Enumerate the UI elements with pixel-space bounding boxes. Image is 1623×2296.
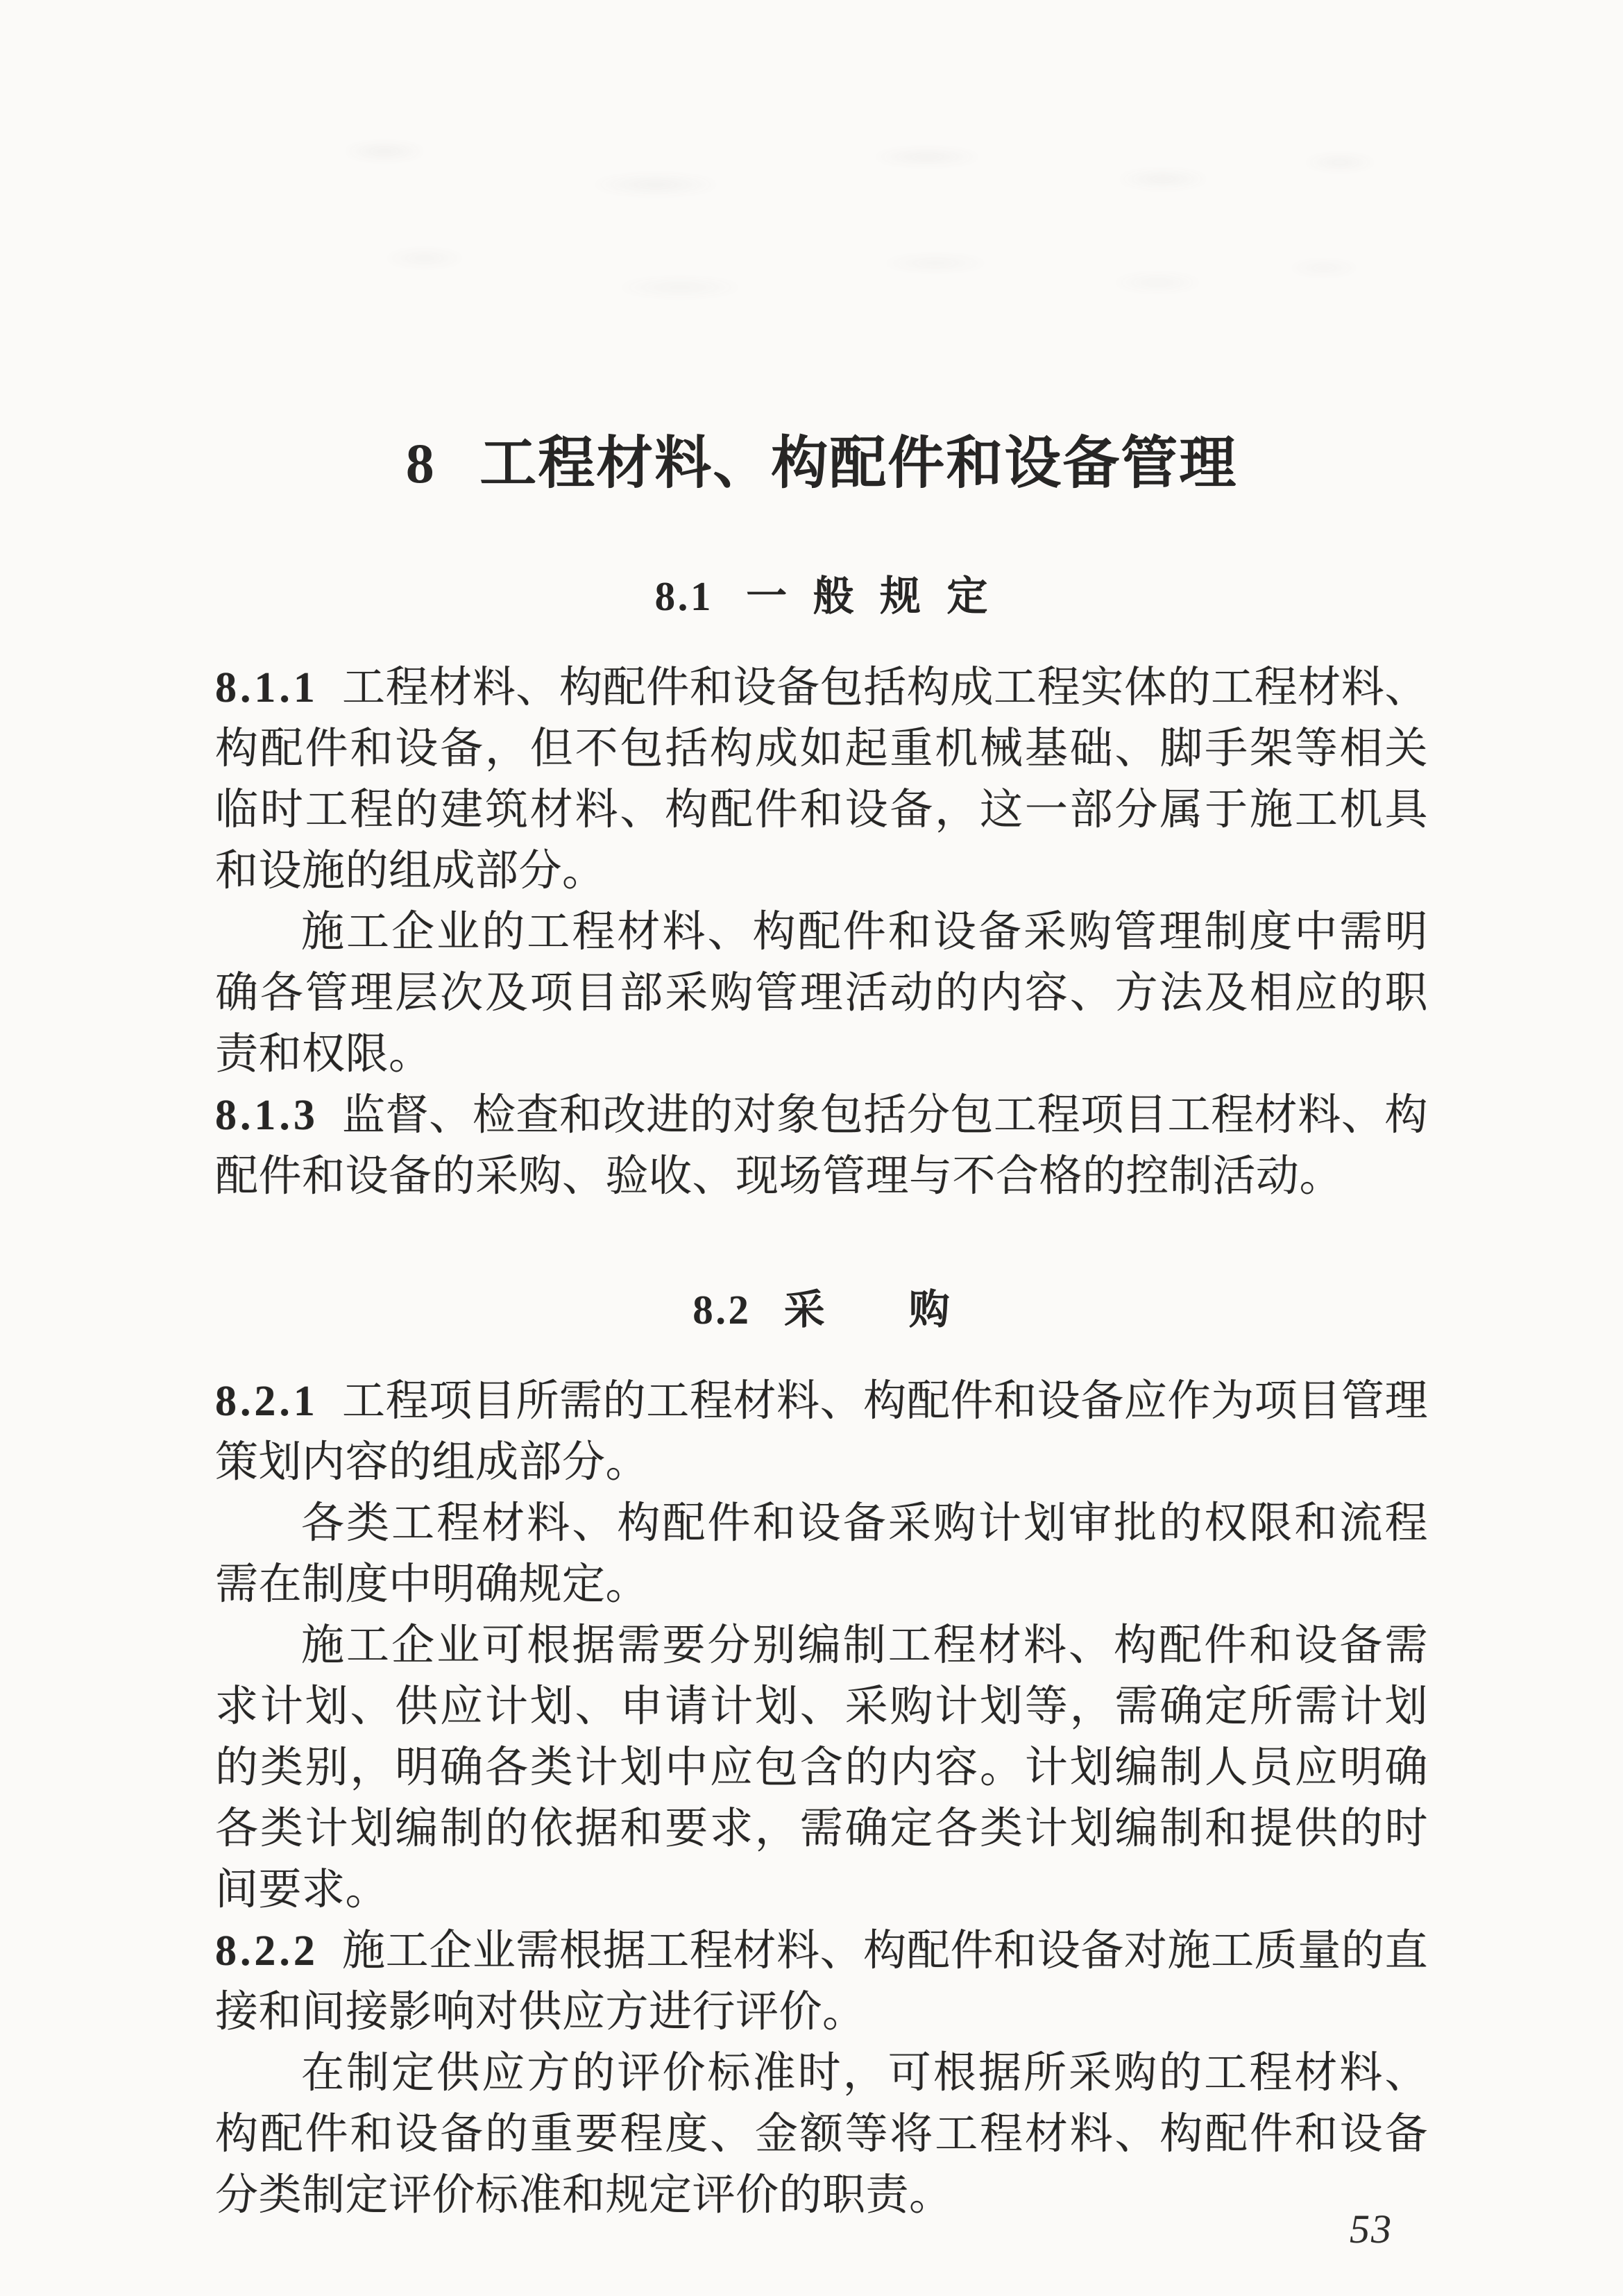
clause-number: 8.1.1: [215, 664, 318, 711]
paragraph-text: 施工企业可根据需要分别编制工程材料、构配件和设备需求计划、供应计划、申请计划、采购计划等，需确定所需计划的类别，明确各类计划中应包含的内容。计划编制人员应明确各类计划编制的依据和要求，需确定各类计划编制和提供的时间要求。: [215, 1622, 1428, 1914]
clause-paragraph: [215, 657, 1428, 902]
paragraph-text: 工程材料、构配件和设备包括构成工程实体的工程材料、构配件和设备，但不包括构成如起重机械基础、脚手架等相关临时工程的建筑材料、构配件和设备，这一部分属于施工机具和设施的组成部分。: [215, 664, 1428, 895]
section-heading: [215, 575, 1428, 617]
clause-number: 8.2.1: [215, 1378, 318, 1425]
section-title: 采 购: [783, 1287, 951, 1333]
paragraph-text: 监督、检查和改进的对象包括分包工程项目工程材料、构配件和设备的采购、验收、现场管理与不合格的控制活动。: [215, 1092, 1428, 1200]
paragraph-text: 工程项目所需的工程材料、构配件和设备应作为项目管理策划内容的组成部分。: [215, 1378, 1428, 1486]
section-number: 8.2: [692, 1287, 751, 1333]
clause-paragraph: [215, 1085, 1428, 1207]
paragraph-text: 施工企业的工程材料、构配件和设备采购管理制度中需明确各管理层次及项目部采购管理活动的内容、方法及相应的职责和权限。: [215, 909, 1428, 1078]
section-number: 8.1: [654, 573, 713, 619]
explanation-paragraph: [215, 902, 1428, 1085]
document-body: [215, 575, 1428, 2226]
explanation-paragraph: [215, 2043, 1428, 2226]
clause-paragraph: [215, 1371, 1428, 1493]
chapter-number: 8: [405, 432, 437, 495]
explanation-paragraph: [215, 1493, 1428, 1615]
text-column: [215, 0, 1428, 2226]
section-heading: [215, 1289, 1428, 1331]
clause-number: 8.1.3: [215, 1092, 318, 1139]
clause-paragraph: [215, 1921, 1428, 2043]
explanation-paragraph: [215, 1615, 1428, 1921]
chapter-heading: [215, 0, 1428, 493]
paragraph-text: 各类工程材料、构配件和设备采购计划审批的权限和流程需在制度中明确规定。: [215, 1500, 1428, 1608]
page-number: 53: [1350, 2206, 1393, 2252]
paragraph-text: 施工企业需根据工程材料、构配件和设备对施工质量的直接和间接影响对供应方进行评价。: [215, 1927, 1428, 2036]
chapter-title: 工程材料、构配件和设备管理: [479, 432, 1238, 495]
section-title: 一 般 规 定: [746, 573, 989, 619]
paragraph-text: 在制定供应方的评价标准时，可根据所采购的工程材料、构配件和设备的重要程度、金额等将工程材料、构配件和设备分类制定评价标准和规定评价的职责。: [215, 2050, 1428, 2219]
clause-number: 8.2.2: [215, 1927, 318, 1975]
